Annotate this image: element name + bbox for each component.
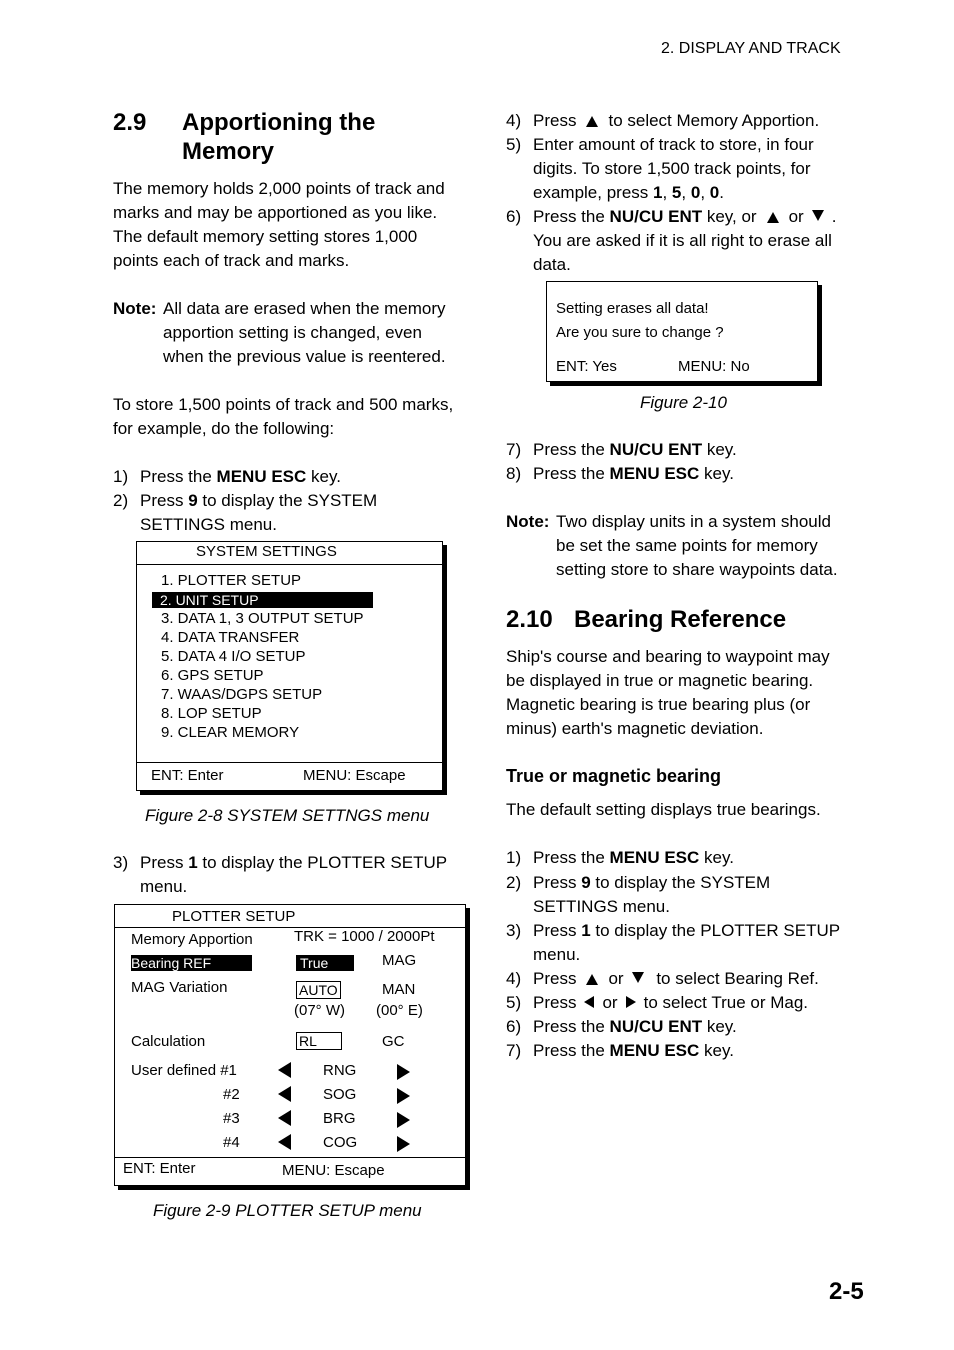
section-title-line2: Memory [182, 138, 275, 165]
step-text: Press or to select True or Mag. [533, 993, 808, 1012]
menu-item[interactable]: 1. PLOTTER SETUP [161, 572, 302, 589]
step-number: 3) [506, 921, 522, 940]
step-text-cont: digits. To store 1,500 track points, for [533, 159, 811, 178]
figure-caption: Figure 2-8 SYSTEM SETTNGS menu [145, 806, 430, 825]
paragraph-line: Magnetic bearing is true bearing plus (or [506, 695, 811, 714]
user-defined-value[interactable]: RNG [323, 1062, 357, 1079]
section-number: 2.10 [506, 606, 553, 633]
paragraph-line: To store 1,500 points of track and 500 marks, [113, 395, 454, 414]
mag-man-value: (00° E) [376, 1002, 423, 1019]
user-defined-label: #3 [223, 1110, 240, 1127]
step-text: Press 9 to display the SYSTEM [533, 873, 771, 892]
paragraph-line: The default setting displays true bearings. [506, 800, 821, 819]
step-number: 5) [506, 135, 522, 154]
footer-escape: MENU: Escape [282, 1162, 385, 1179]
step-number: 1) [113, 467, 129, 486]
right-arrow-icon[interactable] [397, 1064, 410, 1080]
paragraph-line: points each of track and marks. [113, 251, 350, 270]
step-number: 4) [506, 969, 522, 988]
memory-apportion-label: Memory Apportion [131, 931, 253, 948]
memory-apportion-value[interactable]: TRK = 1000 / 2000Pt [294, 928, 435, 945]
left-arrow-icon[interactable] [278, 1134, 291, 1150]
left-arrow-icon[interactable] [278, 1062, 291, 1078]
chapter-header: 2. DISPLAY AND TRACK [661, 40, 841, 57]
menu-item[interactable]: 8. LOP SETUP [161, 705, 262, 722]
step-number: 7) [506, 1041, 522, 1060]
mag-man-option[interactable]: MAN [382, 981, 416, 998]
calc-rl-option[interactable]: RL [296, 1032, 342, 1050]
step-text: Enter amount of track to store, in four [533, 135, 814, 154]
paragraph-line: Ship's course and bearing to waypoint may [506, 647, 830, 666]
step-text: Press the NU/CU ENT key. [533, 440, 737, 459]
note-line: be set the same points for memory [556, 536, 818, 555]
bearing-true-option[interactable]: True [296, 955, 354, 971]
mag-auto-option[interactable]: AUTO [296, 981, 341, 999]
dialog-message: Setting erases all data! [556, 300, 709, 317]
step-text-cont: SETTINGS menu. [533, 897, 670, 916]
step-number: 2) [113, 491, 129, 510]
user-defined-label: User defined #1 [131, 1062, 237, 1079]
paragraph-line: The default memory setting stores 1,000 [113, 227, 418, 246]
footer-escape: MENU: Escape [303, 767, 406, 784]
step-text: Press the NU/CU ENT key, or or . [533, 207, 837, 226]
plotter-setup-menu [114, 904, 466, 1186]
dialog-question: Are you sure to change ? [556, 324, 724, 341]
menu-item[interactable]: 5. DATA 4 I/O SETUP [161, 648, 306, 665]
calc-gc-option[interactable]: GC [382, 1033, 405, 1050]
menu-item[interactable]: 7. WAAS/DGPS SETUP [161, 686, 323, 703]
menu-item[interactable]: 9. CLEAR MEMORY [161, 724, 300, 741]
step-number: 4) [506, 111, 522, 130]
bearing-ref-label-selected[interactable]: Bearing REF [131, 955, 252, 971]
step-number: 1) [506, 848, 522, 867]
step-text: Press the MENU ESC key. [533, 848, 734, 867]
left-arrow-icon[interactable] [278, 1110, 291, 1126]
divider [137, 762, 442, 763]
user-defined-label: #4 [223, 1134, 240, 1151]
step-text: Press 1 to display the PLOTTER SETUP [140, 853, 448, 872]
step-number: 5) [506, 993, 522, 1012]
note-line: All data are erased when the memory [163, 299, 446, 318]
section-title: Bearing Reference [574, 606, 787, 633]
confirm-dialog [546, 281, 818, 382]
step-number: 2) [506, 873, 522, 892]
up-arrow-icon [586, 116, 598, 127]
divider [137, 564, 442, 565]
step-text: Press or to select Bearing Ref. [533, 969, 819, 988]
down-arrow-icon [812, 210, 824, 221]
menu-item[interactable]: 4. DATA TRANSFER [161, 629, 300, 646]
paragraph-line: The memory holds 2,000 points of track and [113, 179, 445, 198]
step-text: Press the NU/CU ENT key. [533, 1017, 737, 1036]
note-line: Two display units in a system should [556, 512, 831, 531]
step-text-cont: SETTINGS menu. [140, 515, 277, 534]
right-arrow-icon[interactable] [397, 1112, 410, 1128]
left-arrow-icon [584, 996, 594, 1008]
footer-enter: ENT: Enter [123, 1160, 196, 1177]
right-arrow-icon[interactable] [397, 1136, 410, 1152]
paragraph-line: for example, do the following: [113, 419, 335, 438]
figure-caption: Figure 2-10 [640, 393, 727, 412]
up-arrow-icon [586, 974, 598, 985]
menu-title: PLOTTER SETUP [172, 908, 296, 925]
calculation-label: Calculation [131, 1033, 206, 1050]
step-text: Press 1 to display the PLOTTER SETUP [533, 921, 841, 940]
step-text-cont: example, press 1, 5, 0, 0. [533, 183, 724, 202]
paragraph-line: be displayed in true or magnetic bearing. [506, 671, 814, 690]
step-text: Press 9 to display the SYSTEM [140, 491, 378, 510]
step-text: Press the MENU ESC key. [533, 464, 734, 483]
system-settings-menu [136, 541, 443, 791]
step-number: 8) [506, 464, 522, 483]
step-text: Press to select Memory Apportion. [533, 111, 820, 130]
step-text: Press the MENU ESC key. [140, 467, 341, 486]
step-number: 6) [506, 207, 522, 226]
footer-enter: ENT: Enter [151, 767, 224, 784]
menu-item[interactable]: 3. DATA 1, 3 OUTPUT SETUP [161, 610, 364, 627]
dialog-yes[interactable]: ENT: Yes [556, 358, 617, 375]
mag-auto-value: (07° W) [294, 1002, 345, 1019]
page-number: 2-5 [829, 1278, 864, 1305]
bearing-mag-option[interactable]: MAG [382, 952, 417, 969]
step-number: 7) [506, 440, 522, 459]
section-title-line1: Apportioning the [182, 109, 376, 136]
up-arrow-icon [767, 212, 779, 223]
paragraph-line: marks and may be apportioned as you like. [113, 203, 438, 222]
right-arrow-icon[interactable] [397, 1088, 410, 1104]
user-defined-label: #2 [223, 1086, 240, 1103]
step-text: Press the MENU ESC key. [533, 1041, 734, 1060]
note-line: setting store to share waypoints data. [556, 560, 838, 579]
paragraph-line: minus) earth's magnetic deviation. [506, 719, 764, 738]
menu-item[interactable]: 6. GPS SETUP [161, 667, 264, 684]
subsection-heading: True or magnetic bearing [506, 766, 722, 786]
step-text-cont: menu. [140, 877, 188, 896]
step-text-cont: menu. [533, 945, 581, 964]
user-defined-value[interactable]: BRG [323, 1110, 356, 1127]
note-line: apportion setting is changed, even [163, 323, 422, 342]
step-text-cont: data. [533, 255, 571, 274]
dialog-no[interactable]: MENU: No [678, 358, 750, 375]
figure-caption: Figure 2-9 PLOTTER SETUP menu [153, 1201, 422, 1220]
step-number: 3) [113, 853, 129, 872]
section-number: 2.9 [113, 109, 147, 136]
note-label: Note: [113, 299, 157, 318]
mag-variation-label: MAG Variation [131, 979, 228, 996]
menu-item-selected[interactable]: 2. UNIT SETUP [152, 592, 373, 608]
step-number: 6) [506, 1017, 522, 1036]
note-line: when the previous value is reentered. [163, 347, 446, 366]
user-defined-value[interactable]: COG [323, 1134, 358, 1151]
user-defined-value[interactable]: SOG [323, 1086, 357, 1103]
right-arrow-icon [626, 996, 636, 1008]
menu-title: SYSTEM SETTINGS [196, 543, 337, 560]
left-arrow-icon[interactable] [278, 1086, 291, 1102]
divider [115, 1157, 465, 1158]
down-arrow-icon [632, 972, 644, 983]
step-text-cont: You are asked if it is all right to erase all [533, 231, 832, 250]
note-label: Note: [506, 512, 550, 531]
